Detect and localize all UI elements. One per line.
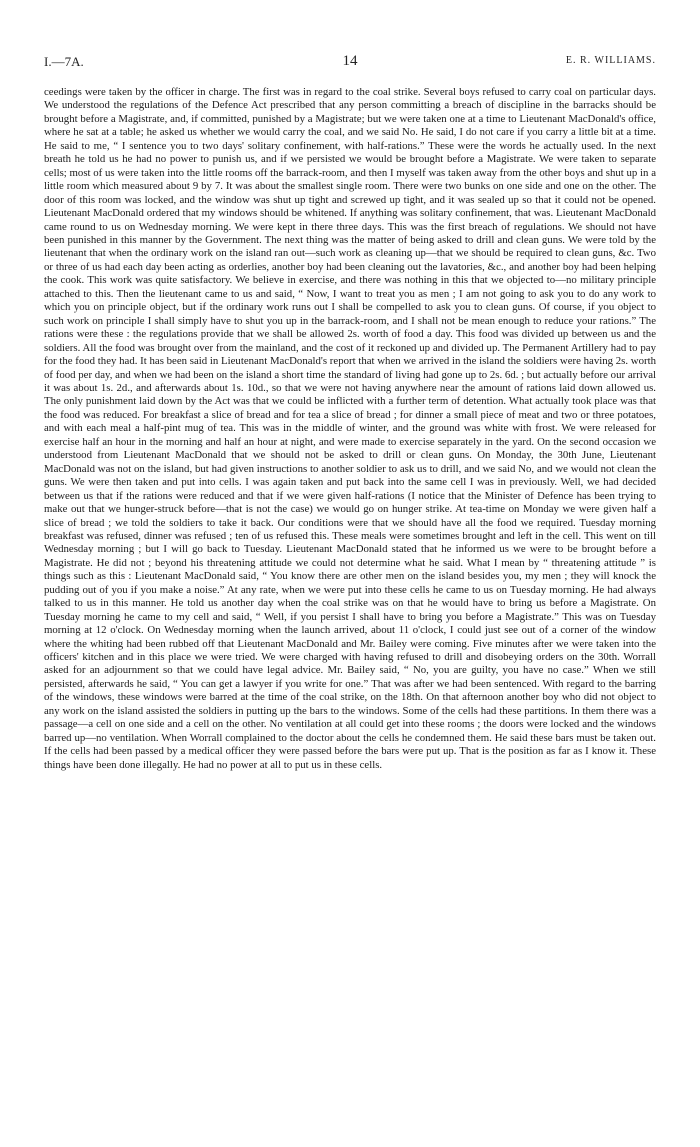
document-reference: I.—7A.: [44, 54, 84, 69]
witness-name: E. R. WILLIAMS.: [565, 55, 656, 66]
page-header: [44, 54, 656, 70]
testimony-text: [44, 86, 656, 772]
body-paragraph: ceedings were taken by the officer in charge. The first was in regard to the coal strike. Several boys refused to carry coal on particular days. We understood the regulations of the Defence Act prescribed that any person committing a breach of discipline in the barracks should be brought before a Magistrate, and, if committed, punished by a Magistrate; but we were taken one at a time to Lieutenant MacDonald's office, where he sat at a table; he asked us whether we would carry the coal, and we said No. He said, I do not care if you carry a little bit at a time. He said to me, “ I sentence you to two days' solitary confinement, with half-rations.” These were the words he actually used. In the next breath he told us he had no power to punish us, and if we persisted we would be brought before a Magistrate. We were taken to separate cells; most of us were taken into the little rooms off the barrack-room, and then I myself was taken away from the other boys and shut up in a little room which measured about 9 by 7. It was about the smallest single room. There were two bunks on one side and one on the other. The door of this room was locked, and the window was shut up tight and screwed up tight, and it was sealed up so that it could not be opened. Lieutenant MacDonald ordered that my windows should be whitened. If anything was solitary confinement, that was. Lieutenant MacDonald came round to us on Wednesday morning. We were kept in there three days. This was the first breach of regulations. We should not have been punished in this manner by the Government. The next thing was the matter of being asked to drill and clean guns. We were told by the lieutenant that when the ordinary work on the island ran out—such work as cleaning up—that we should be required to clean guns, &c. Two or three of us had each day been acting as orderlies, another boy had been cleaning out the lavatories, &c., and another boy had been helping the cook. This work was quite satisfactory. We believe in exercise, and there was nothing in this that we objected to—no military principle attached to this. Then the lieutenant came to us and said, “ Now, I want to treat you as men ; I am not going to ask you to do any work to which you on principle object, but if the ordinary work runs out I shall be compelled to ask you to clean guns. Of course, if you object to such work on principle I shall simply have to shut you up in the barrack-room, and I shall not be mean enough to reduce your rations.” The rations were these : the regulations provide that we shall be allowed 2s. worth of food a day. This food was divided up between us and the soldiers. All the food was brought over from the mainland, and the cost of it reckoned up and divided up. The Permanent Artillery had to pay for the food they had. It has been said in Lieutenant MacDonald's report that when we arrived in the island the soldiers were having 2s. worth of food per day, and when we had been on the island a short time the standard of living had gone up to 2s. 6d. ; but actually before our arrival it was about 1s. 2d., and afterwards about 1s. 10d., so that we were not having anywhere near the amount of rations laid down allowed us. The only punishment laid down by the Act was that we could be inflicted with a further term of detention. What actually took place was that the food was reduced. For breakfast a slice of bread and for tea a slice of bread ; for dinner a small piece of meat and two or three potatoes, and with each meal a half-pint mug of tea. This was in the middle of winter, and the ground was white with frost. We were released for exercise half an hour in the morning and half an hour at night, and were made to exercise separately in the yard. On the second occasion we understood from Lieutenant MacDonald that we should not be asked to drill or clean guns. On Monday, the 30th June, Lieutenant MacDonald was not on the island, but had given instructions to another soldier to ask us to drill, and we said No, and we would not clean the guns. We were then taken and put into cells. I was again taken and put back into the same cell I was in previously. Well, we had decided between us that if the rations were reduced and that if we were given half-rations (I notice that the Minister of Defence has been trying to make out that we hunger-struck before—that is not the case) we would go on hunger strike. At tea-time on Monday we were given half a slice of bread ; we told the soldiers to take it back. Our conditions were that we should have all the food we required. Tuesday morning breakfast was refused, dinner was refused ; ten of us refused this. These meals were sometimes brought and left in the cell. This went on till Wednesday morning ; but I will go back to Tuesday. Lieutenant MacDonald stated that he informed us we were to be brought before a Magistrate. He did not ; beyond his threatening attitude we could not determine what he said. What I mean by “ threatening attitude ” is things such as this : Lieutenant MacDonald said, “ You know there are other men on the island besides you, my men ; they will knock the pudding out of you if you make a noise.” At any rate, when we were put into these cells he came to us on Tuesday morning. He had always talked to us in this manner. He told us another day when the coal strike was on that he would have to bring us before a Magistrate. On Tuesday morning he came to my cell and said, “ Well, if you persist I shall have to bring you before a Magistrate.” This was on Tuesday morning at 12 o'clock. On Wednesday morning when the launch arrived, about 11 o'clock, I could just see out of a corner of the window where the whiting had been rubbed off that Lieutenant MacDonald and Mr. Bailey were coming. Five minutes after we were taken into the officers' kitchen and in this place we were tried. We were charged with having refused to drill and disobeying orders on the 30th. Worrall asked for an adjournment so that we could have legal advice. Mr. Bailey said, “ No, you are guilty, you have no case.” When we still persisted, afterwards he said, “ You can get a lawyer if you write for one.” That was after we had been sentenced. With regard to the barring of the windows, these windows were barred at the time of the coal strike, on the 18th. On that afternoon another boy who did not object to any work on the island assisted the soldiers in putting up the bars to the windows. Some of the cells had these partitions. In them there was a passage—a cell on one side and a cell on the other. No ventilation at all could get into these rooms ; the doors were locked and the windows barred up—no ventilation. When Worrall complained to the doctor about the cells he condemned them. He said these bars must be taken out. If the cells had been passed by a medical officer they were passed before the bars were put up. That is the position as far as I know it. These things have been done illegally. He had no power at all to put us in these cells.: [44, 86, 656, 771]
page-number: 14: [342, 53, 358, 69]
